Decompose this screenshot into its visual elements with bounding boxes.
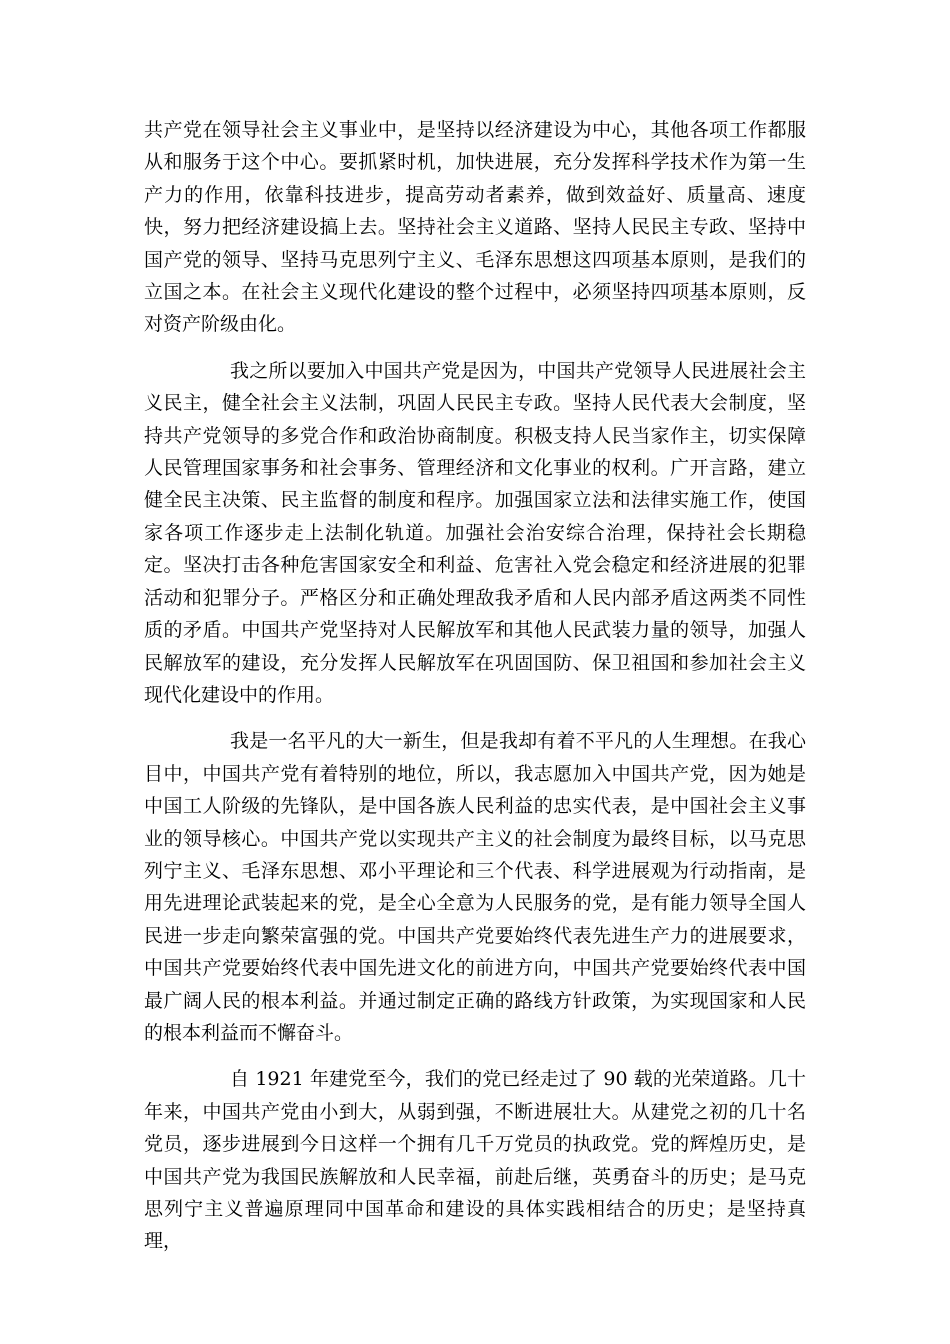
paragraph-1: 共产党在领导社会主义事业中，是坚持以经济建设为中心，其他各项工作都服从和服务于这个中心。要抓紧时机，加快进展，充分发挥科学技术作为第一生产力的作用，依靠科技进步，提高劳动者素养，做到效益好、质量高、速度快，努力把经济建设搞上去。坚持社会主义道路、坚持人民民主专政、坚持中国产党的领导、坚持马克思列宁主义、毛泽东思想这四项基本原则，是我们的立国之本。在社会主义现代化建设的整个过程中，必须坚持四项基本原则，反对资产阶级由化。	[144, 119, 806, 336]
paragraph-3: 我是一名平凡的大一新生，但是我却有着不平凡的人生理想。在我心目中，中国共产党有着特别的地位，所以，我志愿加入中国共产党，因为她是中国工人阶级的先锋队，是中国各族人民利益的忠实代表，是中国社会主义事业的领导核心。中国共产党以实现共产主义的社会制度为最终目标，以马克思列宁主义、毛泽东思想、邓小平理论和三个代表、科学进展观为行动指南，是用先进理论武装起来的党，是全心全意为人民服务的党，是有能力领导全国人民进一步走向繁荣富强的党。中国共产党要始终代表先进生产力的进展要求，中国共产党要始终代表中国先进文化的前进方向，中国共产党要始终代表中国最广阔人民的根本利益。并通过制定正确的路线方针政策，为实现国家和人民的根本利益而不懈奋斗。	[144, 730, 806, 1044]
paragraph-2: 我之所以要加入中国共产党是因为，中国共产党领导人民进展社会主义民主，健全社会主义法制，巩固人民民主专政。坚持人民代表大会制度，坚持共产党领导的多党合作和政治协商制度。积极支持人民当家作主，切实保障人民管理国家事务和社会事务、管理经济和文化事业的权利。广开言路，建立健全民主决策、民主监督的制度和程序。加强国家立法和法律实施工作，使国家各项工作逐步走上法制化轨道。加强社会治安综合治理，保持社会长期稳定。坚决打击各种危害国家安全和利益、危害社入党会稳定和经济进展的犯罪活动和犯罪分子。严格区分和正确处理敌我矛盾和人民内部矛盾这两类不同性质的矛盾。中国共产党坚持对人民解放军和其他人民武装力量的领导，加强人民解放军的建设，充分发挥人民解放军在巩固国防、保卫祖国和参加社会主义现代化建设中的作用。	[144, 359, 806, 706]
paragraph-4: 自 1921 年建党至今，我们的党已经走过了 90 载的光荣道路。几十年来，中国共产党由小到大，从弱到强，不断进展壮大。从建党之初的几十名党员，逐步进展到今日这样一个拥有几千万党员的执政党。党的辉煌历史，是中国共产党为我国民族解放和人民幸福，前赴后继，英勇奋斗的历史；是马克思列宁主义普遍原理同中国革命和建设的具体实践相结合的历史；是坚持真理，	[144, 1068, 806, 1253]
document-body	[144, 114, 806, 1272]
